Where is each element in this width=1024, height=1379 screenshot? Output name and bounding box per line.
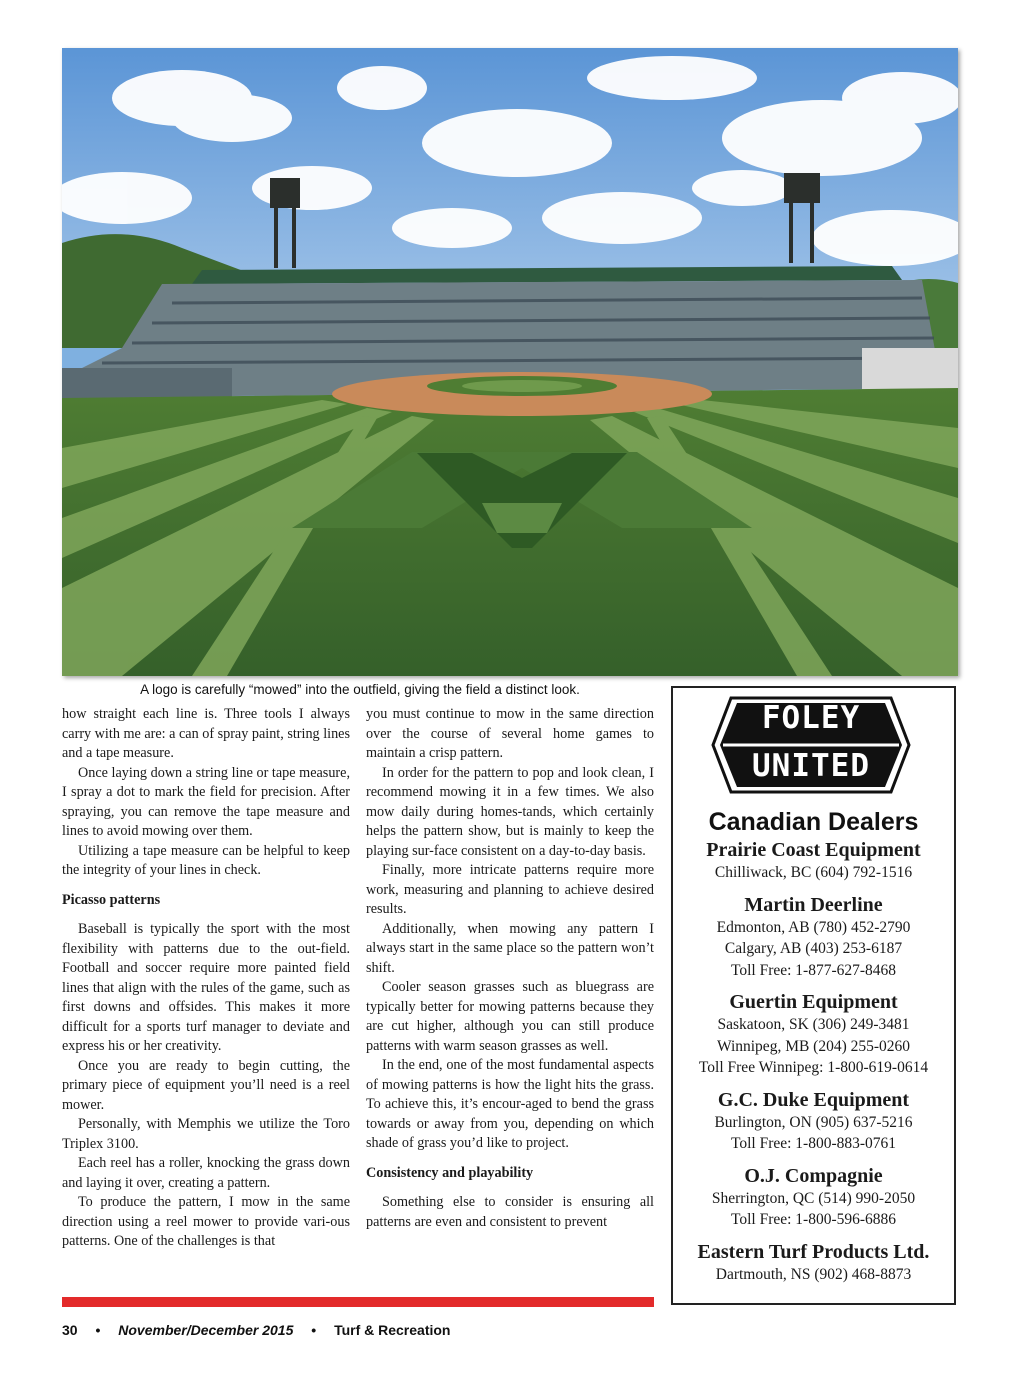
stadium-photo (62, 48, 958, 676)
dealer-name: Eastern Turf Products Ltd. (697, 1240, 930, 1263)
dealer-contact: Edmonton, AB (780) 452-2790 (716, 918, 911, 936)
dealer-entry (673, 1240, 954, 1286)
dealer-name: Martin Deerline (744, 893, 883, 916)
paragraph: Once laying down a string line or tape measure, I spray a dot to mark the field for precision. After spraying, you can remove the tape measure and lines to avoid mowing over them. (62, 764, 350, 839)
dealer-contact: Toll Free: 1-877-627-8468 (730, 961, 897, 979)
dealer-contact: Chilliwack, BC (604) 792-1516 (714, 864, 913, 881)
dealer-entry (673, 1164, 954, 1231)
article-column-2 (366, 705, 654, 1232)
dealer-contact: Toll Free Winnipeg: 1-800-619-0614 (698, 1059, 929, 1076)
page-footer (62, 1322, 451, 1338)
paragraph: Personally, with Memphis we utilize the Toro Triplex 3100. (62, 1116, 350, 1152)
paragraph: Utilizing a tape measure can be helpful to keep the integrity of your lines in check. (62, 842, 350, 878)
dealer-entry (673, 990, 954, 1079)
section-heading: Consistency and playability (366, 1164, 534, 1181)
paragraph: To produce the pattern, I mow in the same direction using a reel mower to provide vari-ous patterns. One of the challenges is that (62, 1194, 350, 1249)
dealer-name: O.J. Compagnie (744, 1164, 883, 1187)
dealer-name: Guertin Equipment (729, 991, 898, 1013)
page-number: 30 (62, 1322, 78, 1338)
dealer-name: Prairie Coast Equipment (706, 839, 921, 861)
paragraph: In order for the pattern to pop and look clean, I recommend mowing it in a few times. We also mow daily during homes-tands, which certainly helps the pattern show, but is mainly to keep the playing sur-face consistent on a day-to-day basis. (366, 764, 654, 859)
ad-heading: Canadian Dealers (708, 808, 919, 836)
paragraph: Finally, more intricate patterns require more work, measuring and planning to achieve desired results. (366, 862, 654, 917)
paragraph: Once you are ready to begin cutting, the primary piece of equipment you’ll need is a reel mower. (62, 1057, 350, 1113)
publication-name: Turf & Recreation (334, 1322, 451, 1338)
stadium-illustration (62, 48, 958, 676)
dealer-contact: Winnipeg, MB (204) 255-0260 (716, 1037, 911, 1055)
bullet-separator: • (95, 1322, 101, 1338)
dealer-advertisement (671, 686, 956, 1305)
dealer-entry (673, 838, 954, 884)
dealer-contact: Calgary, AB (403) 253-6187 (724, 940, 903, 957)
dealer-contact: Toll Free: 1-800-596-6886 (730, 1211, 897, 1228)
paragraph: you must continue to mow in the same direction over the course of several home games to maintain a crisp pattern. (366, 706, 654, 761)
dealer-contact: Saskatoon, SK (306) 249-3481 (717, 1016, 910, 1033)
paragraph: how straight each line is. Three tools I always carry with me are: a can of spray paint, string lines and a tape measure. (62, 706, 350, 761)
dealer-entry (673, 893, 954, 982)
dealer-contact: Dartmouth, NS (902) 468-8873 (715, 1265, 912, 1283)
dealer-entry (673, 1088, 954, 1155)
section-heading: Picasso patterns (62, 891, 161, 908)
paragraph: Additionally, when mowing any pattern I always start in the same place so the pattern won’t shift. (366, 920, 654, 976)
paragraph: Cooler season grasses such as bluegrass are typically better for mowing patterns because they are cut higher, although you can still produce patterns with warm season grasses as well. (366, 979, 654, 1054)
dealer-list (673, 838, 954, 1294)
paragraph: Baseball is typically the sport with the most flexibility with patterns due to the out-field. Football and soccer require more painted field lines that align with the rules of the game, such as first downs and offsides. This makes it more difficult for a sports turf manager to deviate and express his or her creativity. (62, 921, 350, 1054)
foley-united-logo (711, 696, 911, 794)
dealer-name: G.C. Duke Equipment (717, 1088, 910, 1111)
dealer-contact: Toll Free: 1-800-883-0761 (730, 1135, 897, 1152)
dealer-contact: Sherrington, QC (514) 990-2050 (711, 1189, 916, 1207)
bullet-separator: • (311, 1322, 317, 1338)
article-column-1 (62, 705, 350, 1252)
dealer-contact: Burlington, ON (905) 637-5216 (714, 1113, 913, 1131)
logo-text-top: FOLEY (761, 700, 861, 736)
paragraph: Something else to consider is ensuring all patterns are even and consistent to prevent (366, 1194, 654, 1230)
issue-date: November/December 2015 (118, 1322, 294, 1338)
logo-text-bottom: UNITED (752, 748, 870, 784)
paragraph: Each reel has a roller, knocking the grass down and laying it over, creating a pattern. (62, 1155, 350, 1191)
paragraph: In the end, one of the most fundamental aspects of mowing patterns is how the light hits the grass. To achieve this, it’s encour-aged to bend the grass towards or away from you, depending on which shade of grass you’d like to project. (366, 1057, 654, 1151)
photo-caption: A logo is carefully “mowed” into the outfield, giving the field a distinct look. (140, 682, 580, 697)
accent-bar (62, 1297, 654, 1307)
